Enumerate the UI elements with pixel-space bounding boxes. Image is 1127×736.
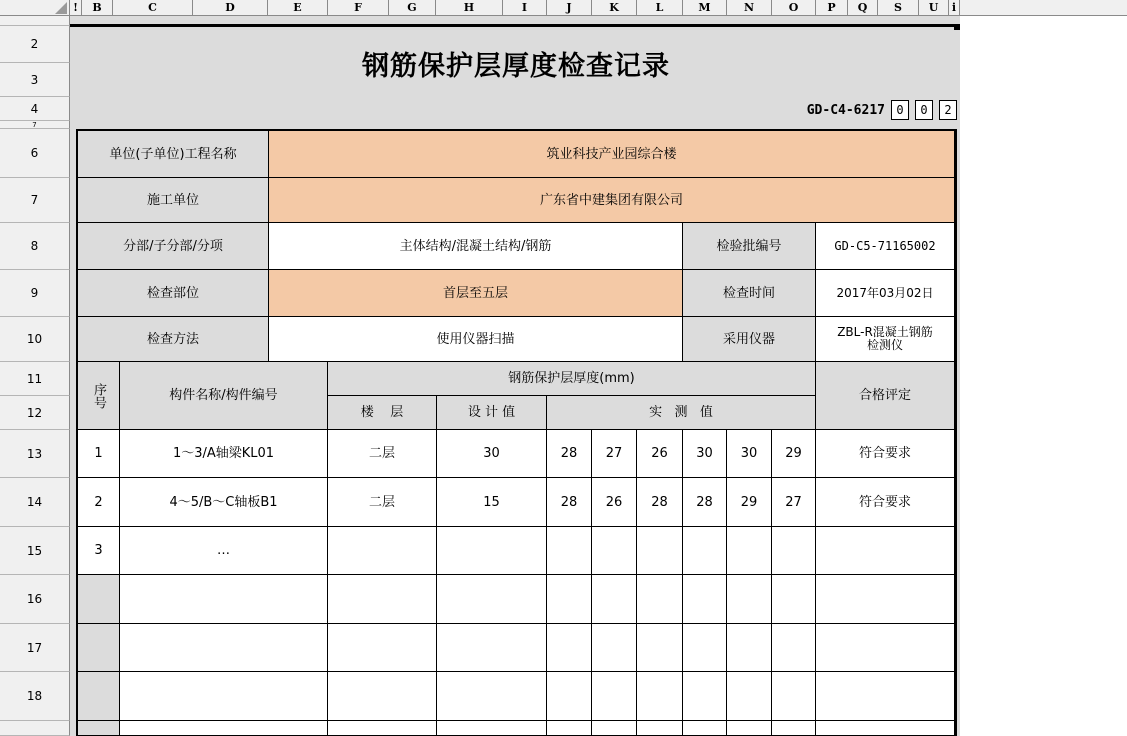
row-floor-cell[interactable]: [328, 624, 437, 672]
row-header[interactable]: 10: [0, 317, 70, 362]
row-measured-cell[interactable]: 28: [547, 478, 592, 527]
blank-area: [960, 0, 1127, 736]
row-measured-cell[interactable]: [727, 672, 772, 721]
row-measured-cell[interactable]: 27: [592, 430, 637, 478]
instrument-value[interactable]: [816, 317, 955, 362]
row-floor-cell[interactable]: [328, 721, 437, 736]
row-eval-cell[interactable]: [816, 624, 955, 672]
row-header[interactable]: [0, 16, 70, 26]
row-measured-cell[interactable]: [547, 624, 592, 672]
row-measured-cell[interactable]: [547, 672, 592, 721]
row-measured-cell[interactable]: [727, 575, 772, 624]
row-measured-cell[interactable]: [637, 721, 683, 736]
row-measured-cell[interactable]: 27: [772, 478, 816, 527]
row-design-cell[interactable]: [437, 721, 547, 736]
column-header[interactable]: E: [268, 0, 328, 16]
column-header[interactable]: U: [919, 0, 949, 16]
batch-value[interactable]: GD-C5-71165002: [816, 223, 955, 270]
row-design-cell[interactable]: [437, 624, 547, 672]
row-header[interactable]: 7: [0, 121, 70, 129]
column-header[interactable]: S: [878, 0, 919, 16]
row-floor-cell[interactable]: [328, 575, 437, 624]
seq-header[interactable]: [78, 362, 120, 430]
row-measured-cell[interactable]: [683, 527, 727, 575]
code-box[interactable]: 0: [891, 100, 909, 120]
row-component-cell[interactable]: [120, 672, 328, 721]
builder-label[interactable]: 施工单位: [78, 178, 269, 223]
row-measured-cell[interactable]: 30: [727, 430, 772, 478]
column-header[interactable]: L: [637, 0, 683, 16]
row-eval-cell[interactable]: 符合要求: [816, 430, 955, 478]
row-measured-cell[interactable]: 26: [592, 478, 637, 527]
row-floor-cell[interactable]: 二层: [328, 430, 437, 478]
column-header[interactable]: i: [949, 0, 960, 16]
row-design-cell[interactable]: 30: [437, 430, 547, 478]
batch-label[interactable]: 检验批编号: [683, 223, 816, 270]
row-measured-cell[interactable]: [592, 721, 637, 736]
row-measured-cell[interactable]: [547, 527, 592, 575]
row-header[interactable]: 12: [0, 396, 70, 430]
record-code: [807, 98, 957, 122]
row-measured-cell[interactable]: [772, 672, 816, 721]
project-label[interactable]: 单位(子单位)工程名称: [78, 131, 269, 178]
row-header[interactable]: 2: [0, 26, 70, 63]
row-measured-cell[interactable]: [547, 575, 592, 624]
location-label[interactable]: 检查部位: [78, 270, 269, 317]
column-header[interactable]: M: [683, 0, 727, 16]
row-seq-cell[interactable]: 1: [78, 430, 120, 478]
row-measured-cell[interactable]: 26: [637, 430, 683, 478]
row-measured-cell[interactable]: [683, 575, 727, 624]
row-measured-cell[interactable]: [683, 624, 727, 672]
row-measured-cell[interactable]: [772, 624, 816, 672]
row-header[interactable]: 6: [0, 129, 70, 178]
row-measured-cell[interactable]: [592, 527, 637, 575]
code-box[interactable]: 0: [915, 100, 933, 120]
row-measured-cell[interactable]: [772, 721, 816, 736]
row-seq-cell[interactable]: [78, 575, 120, 624]
row-header[interactable]: [0, 721, 70, 736]
row-measured-cell[interactable]: 28: [637, 478, 683, 527]
row-floor-cell[interactable]: [328, 527, 437, 575]
table-right-border: [955, 129, 957, 736]
row-measured-cell[interactable]: [727, 624, 772, 672]
row-seq-cell[interactable]: [78, 721, 120, 736]
column-header[interactable]: Q: [848, 0, 878, 16]
row-design-cell[interactable]: [437, 672, 547, 721]
instrument-label[interactable]: 采用仪器: [683, 317, 816, 362]
row-measured-cell[interactable]: 28: [547, 430, 592, 478]
row-eval-cell[interactable]: [816, 575, 955, 624]
row-eval-cell[interactable]: [816, 672, 955, 721]
select-all-corner[interactable]: [0, 0, 70, 16]
row-component-cell[interactable]: [120, 575, 328, 624]
row-measured-cell[interactable]: [637, 575, 683, 624]
row-design-cell[interactable]: 15: [437, 478, 547, 527]
measured-header[interactable]: 实 测 值: [547, 396, 816, 430]
row-design-cell[interactable]: [437, 575, 547, 624]
column-header[interactable]: O: [772, 0, 816, 16]
row-eval-cell[interactable]: [816, 527, 955, 575]
row-measured-cell[interactable]: [592, 575, 637, 624]
row-seq-cell[interactable]: [78, 624, 120, 672]
method-value[interactable]: 使用仪器扫描: [269, 317, 683, 362]
seq-header-text: 序号: [91, 382, 106, 409]
column-header[interactable]: !: [70, 0, 82, 16]
row-header[interactable]: 14: [0, 478, 70, 527]
row-measured-cell[interactable]: [727, 721, 772, 736]
column-header[interactable]: H: [436, 0, 503, 16]
row-measured-cell[interactable]: [637, 624, 683, 672]
column-header[interactable]: J: [547, 0, 592, 16]
instrument-value-line1: ZBL-R混凝土钢筋: [837, 325, 933, 339]
column-header[interactable]: G: [389, 0, 436, 16]
row-header[interactable]: 3: [0, 63, 70, 97]
row-eval-cell[interactable]: 符合要求: [816, 478, 955, 527]
row-measured-cell[interactable]: 29: [772, 430, 816, 478]
eval-header[interactable]: 合格评定: [816, 362, 955, 430]
component-header[interactable]: 构件名称/构件编号: [120, 362, 328, 430]
column-header[interactable]: B: [82, 0, 113, 16]
row-component-cell[interactable]: [120, 624, 328, 672]
record-code-text[interactable]: GD-C4-6217: [806, 102, 885, 118]
row-header[interactable]: 8: [0, 223, 70, 270]
column-header-filler: [960, 0, 1127, 16]
row-header[interactable]: 11: [0, 362, 70, 396]
row-component-cell[interactable]: 1～3/A轴梁KL01: [120, 430, 328, 478]
row-component-cell[interactable]: …: [120, 527, 328, 575]
row-header[interactable]: 18: [0, 672, 70, 721]
row-seq-cell[interactable]: 3: [78, 527, 120, 575]
row-measured-cell[interactable]: [683, 721, 727, 736]
row-header[interactable]: 4: [0, 97, 70, 121]
row-floor-cell[interactable]: [328, 672, 437, 721]
code-box[interactable]: 2: [939, 100, 957, 120]
row-measured-cell[interactable]: [592, 672, 637, 721]
column-header[interactable]: D: [193, 0, 268, 16]
row-header[interactable]: 7: [0, 178, 70, 223]
time-label[interactable]: 检查时间: [683, 270, 816, 317]
row-design-cell[interactable]: [437, 527, 547, 575]
row-header[interactable]: 9: [0, 270, 70, 317]
row-eval-cell[interactable]: [816, 721, 955, 736]
column-header[interactable]: F: [328, 0, 389, 16]
row-component-cell[interactable]: [120, 721, 328, 736]
builder-value[interactable]: 广东省中建集团有限公司: [269, 178, 955, 223]
row-measured-cell[interactable]: [772, 575, 816, 624]
column-header[interactable]: K: [592, 0, 637, 16]
selection-border: [70, 24, 960, 27]
row-measured-cell[interactable]: 29: [727, 478, 772, 527]
row-header[interactable]: 17: [0, 624, 70, 672]
column-header[interactable]: C: [113, 0, 193, 16]
thickness-header[interactable]: 钢筋保护层厚度(mm): [328, 362, 816, 396]
row-seq-cell[interactable]: [78, 672, 120, 721]
page-title[interactable]: 钢筋保护层厚度检查记录: [362, 50, 670, 82]
row-component-cell[interactable]: 4～5/B～C轴板B1: [120, 478, 328, 527]
row-measured-cell[interactable]: [683, 672, 727, 721]
instrument-value-line2: 检测仪: [866, 338, 903, 352]
row-measured-cell[interactable]: [727, 527, 772, 575]
time-value[interactable]: 2017年03月02日: [816, 270, 955, 317]
row-measured-cell[interactable]: [637, 527, 683, 575]
location-value[interactable]: 首层至五层: [269, 270, 683, 317]
column-header[interactable]: I: [503, 0, 547, 16]
row-measured-cell[interactable]: 28: [683, 478, 727, 527]
row-floor-cell[interactable]: 二层: [328, 478, 437, 527]
design-header[interactable]: 设 计 值: [437, 396, 547, 430]
row-measured-cell[interactable]: [772, 527, 816, 575]
division-value[interactable]: 主体结构/混凝土结构/钢筋: [269, 223, 683, 270]
row-measured-cell[interactable]: 30: [683, 430, 727, 478]
row-header[interactable]: 13: [0, 430, 70, 478]
project-value[interactable]: 筑业科技产业园综合楼: [269, 131, 955, 178]
row-measured-cell[interactable]: [592, 624, 637, 672]
row-header[interactable]: 16: [0, 575, 70, 624]
row-header[interactable]: 15: [0, 527, 70, 575]
method-label[interactable]: 检查方法: [78, 317, 269, 362]
division-label[interactable]: 分部/子分部/分项: [78, 223, 269, 270]
row-measured-cell[interactable]: [637, 672, 683, 721]
row-seq-cell[interactable]: 2: [78, 478, 120, 527]
column-header[interactable]: N: [727, 0, 772, 16]
floor-header[interactable]: 楼 层: [328, 396, 437, 430]
column-header[interactable]: P: [816, 0, 848, 16]
row-measured-cell[interactable]: [547, 721, 592, 736]
